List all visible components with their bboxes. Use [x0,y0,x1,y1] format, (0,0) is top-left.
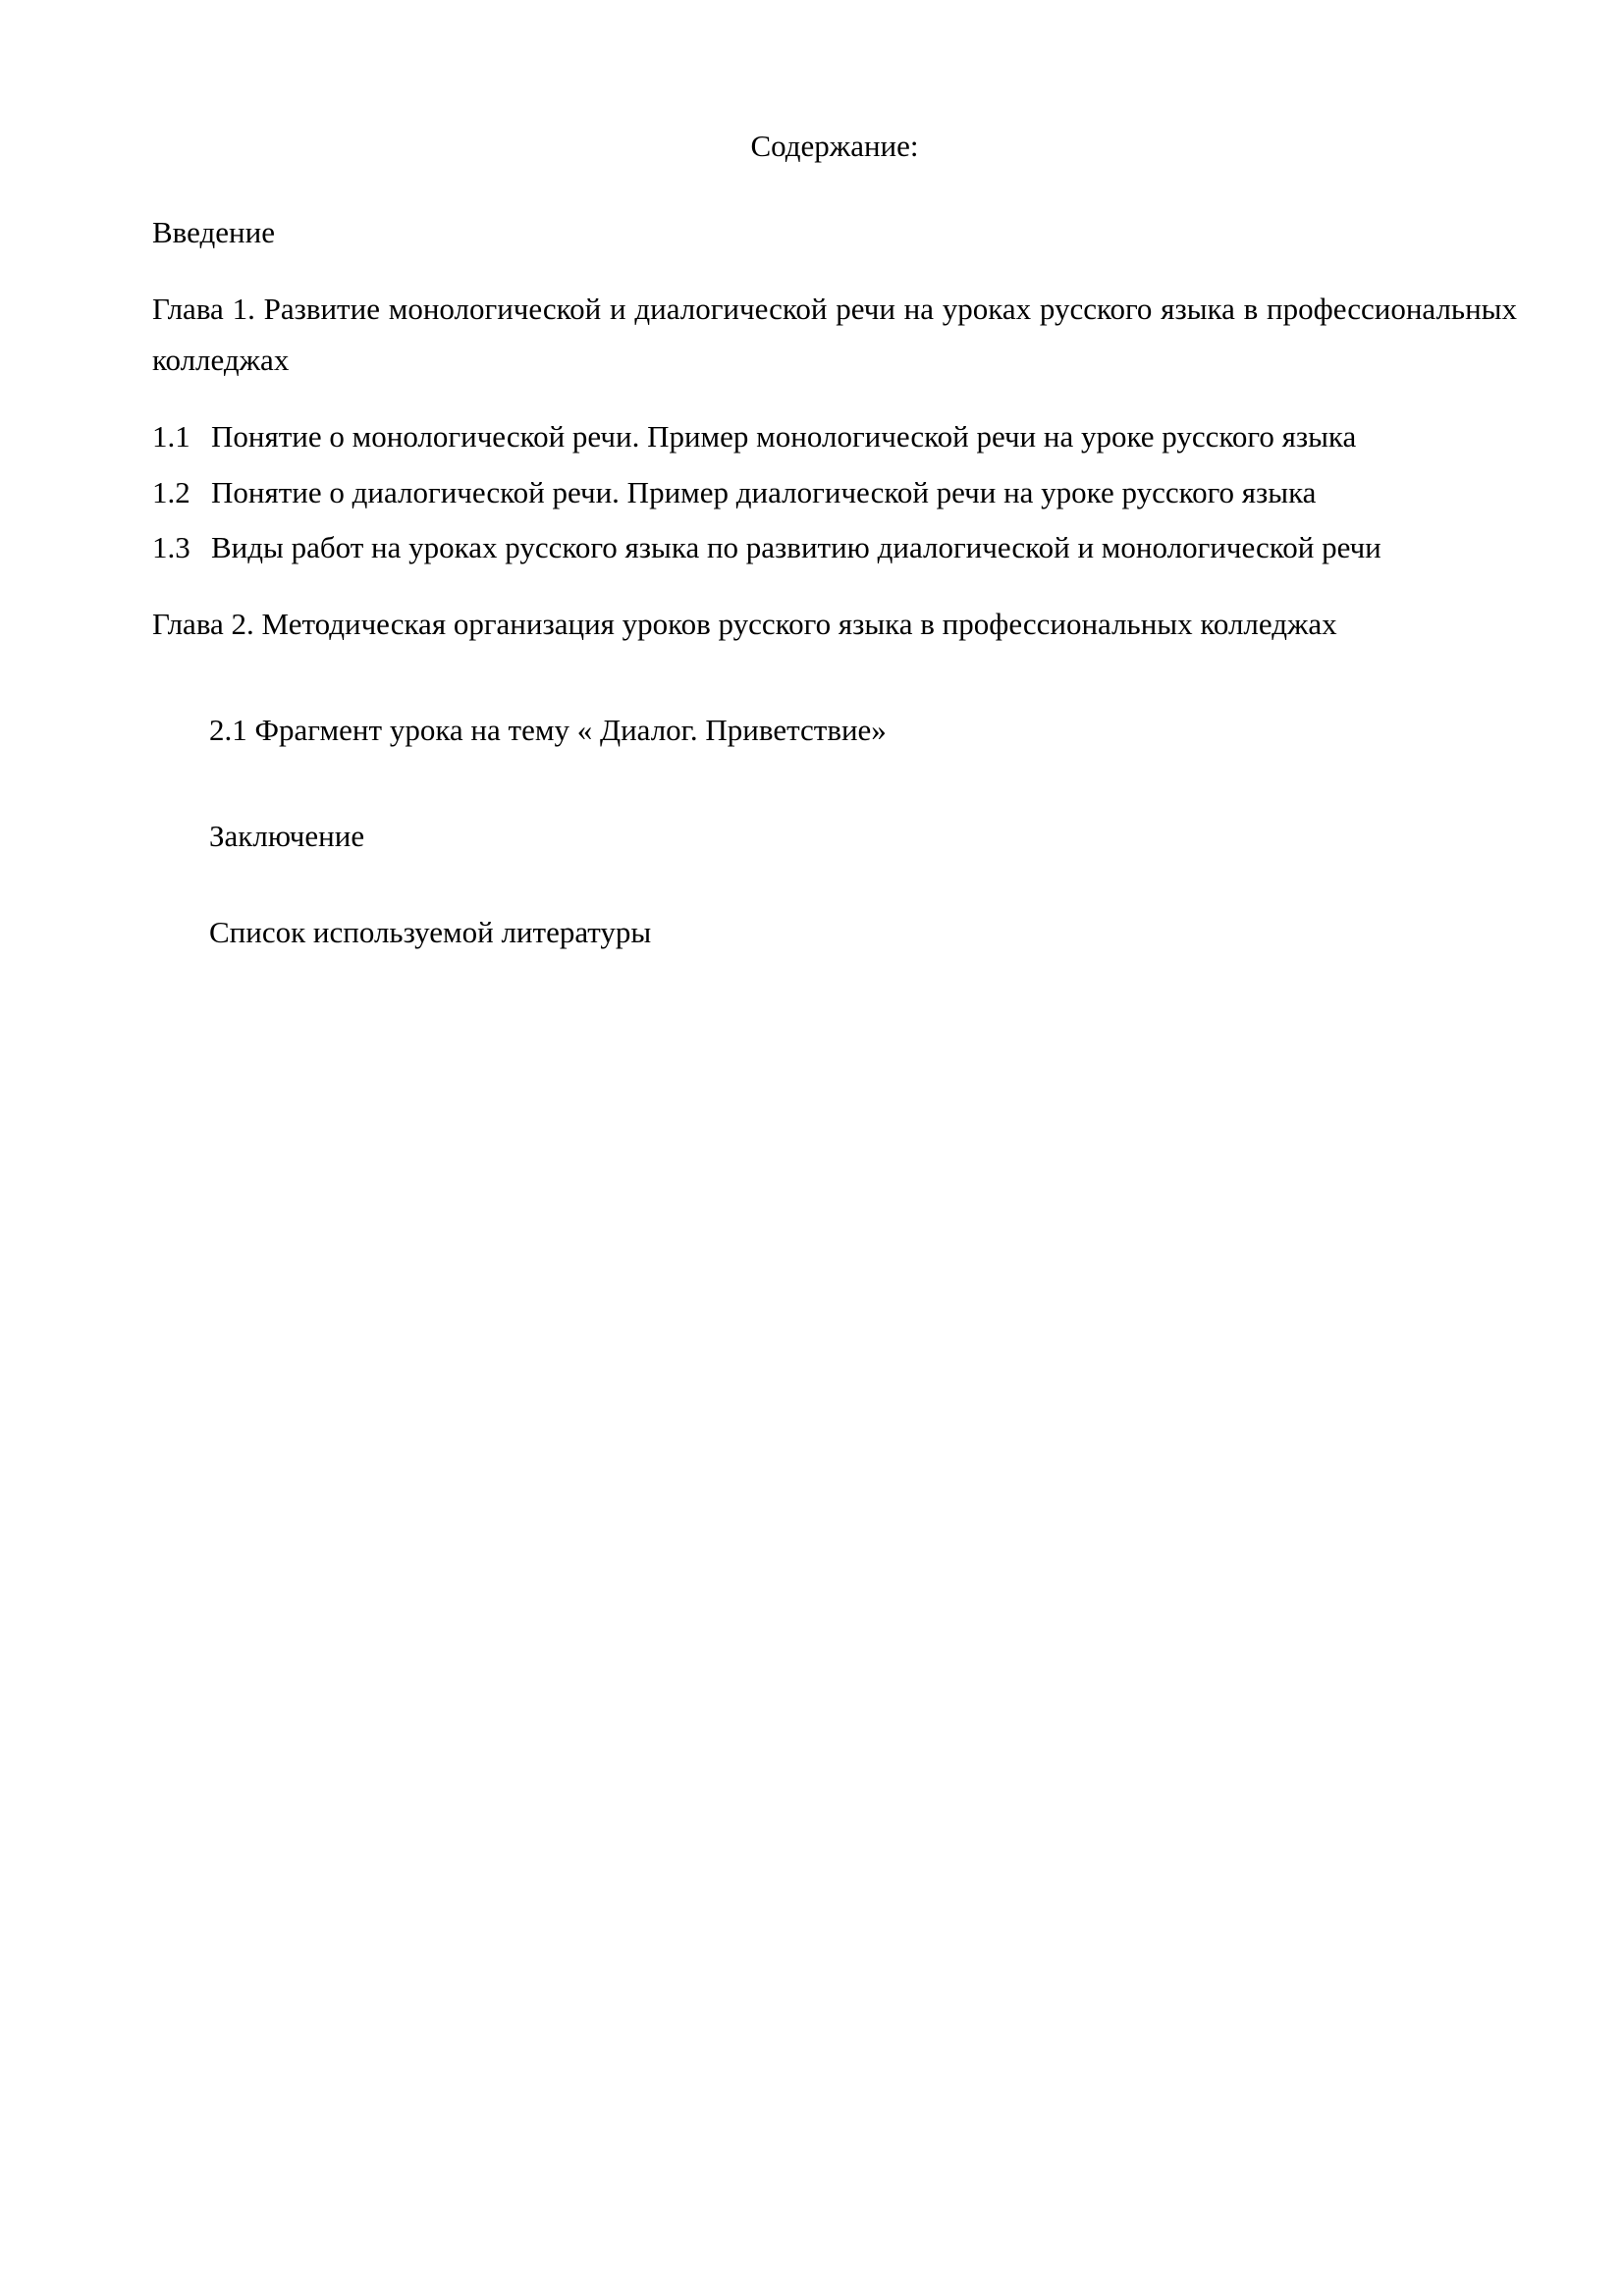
toc-number-1-3: 1.3 [152,529,190,564]
toc-entry-chapter-1: Глава 1. Развитие монологической и диалогической речи на уроках русского языка в профессиональных колледжах [152,292,1517,378]
spacer [152,862,1517,907]
spacer [152,756,1517,811]
toc-label-1-2: Понятие о диалогической речи. Пример диалогической речи на уроке русского языка [211,474,1317,509]
page-title: Содержание: [750,129,919,163]
toc-entry-introduction: Введение [152,215,275,250]
toc-entry-conclusion: Заключение [209,818,365,853]
document-content [152,128,1517,958]
toc-label-1-3: Виды работ на уроках русского языка по развитию диалогической и монологической речи [211,529,1381,564]
toc-number-1-1: 1.1 [152,419,190,454]
toc-entry-2-1: 2.1 Фрагмент урока на тему « Диалог. Приветствие» [209,712,887,747]
toc-entry-1-1 [152,411,1517,462]
toc-entry-references: Список используемой литературы [209,914,652,949]
toc-label-1-1: Понятие о монологической речи. Пример монологической речи на уроке русского языка [211,419,1357,454]
toc-entry-1-2 [152,467,1517,518]
toc-entry-1-3 [152,522,1517,573]
chapter-1-subitems [152,411,1517,572]
spacer [152,675,1517,705]
toc-entry-chapter-2: Глава 2. Методическая организация уроков русского языка в профессиональных колледжах [152,606,1337,641]
toc-number-1-2: 1.2 [152,474,190,509]
